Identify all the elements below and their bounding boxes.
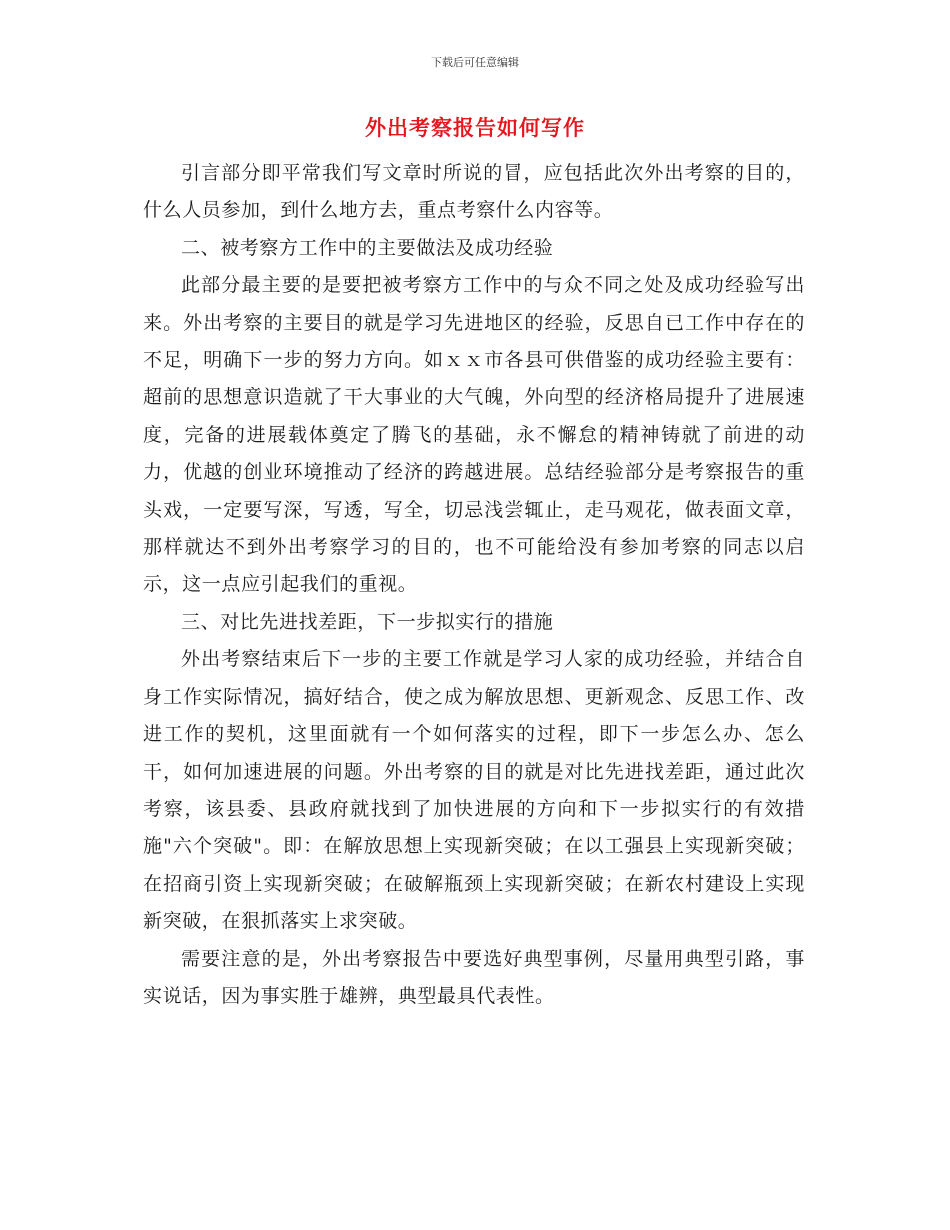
section-heading-2: 二、被考察方工作中的主要做法及成功经验 — [181, 236, 554, 259]
paragraph-measures: 外出考察结束后下一步的主要工作就是学习人家的成功经验，并结合自身工作实际情况，搞好结合，使之成为解放思想、更新观念、反思工作、改进工作的契机，这里面就有一个如何落实的过程，即下一步怎么办、怎么干，如何加速进展的问题。外出考察的目的就是对比先进找差距，通过此次考察，该县委、县政府就找到了加快进展的方向和下一步拟实行的有效措施"六个突破"。即：在解放思想上实现新突破；在以工强县上实现新突破；在招商引资上实现新突破；在破解瓶颈上实现新突破；在新农村建设上实现新突破，在狠抓落实上求突破。 — [143, 648, 805, 933]
section-heading-3: 三、对比先进找差距，下一步拟实行的措施 — [181, 610, 554, 633]
document-body — [143, 155, 805, 1015]
page-header-note: 下载后可任意编辑 — [431, 56, 519, 69]
paragraph-experience: 此部分最主要的是要把被考察方工作中的与众不同之处及成功经验写出来。外出考察的主要目的就是学习先进地区的经验，反思自已工作中存在的不足，明确下一步的努力方向。如ｘｘ市各县可供借鉴的成功经验主要有：超前的思想意识造就了干大事业的大气魄，外向型的经济格局提升了进展速度，完备的进展载体奠定了腾飞的基础，永不懈怠的精神铸就了前进的动力，优越的创业环境推动了经济的跨越进展。总结经验部分是考察报告的重头戏，一定要写深，写透，写全，切忌浅尝辄止，走马观花，做表面文章，那样就达不到外出考察学习的目的，也不可能给没有参加考察的同志以启示，这一点应引起我们的重视。 — [143, 274, 805, 596]
document-title: 外出考察报告如何写作 — [365, 116, 585, 140]
paragraph-intro: 引言部分即平常我们写文章时所说的冒，应包括此次外出考察的目的，什么人员参加，到什么地方去，重点考察什么内容等。 — [143, 162, 805, 222]
paragraph-notes: 需要注意的是，外出考察报告中要选好典型事例，尽量用典型引路，事实说话，因为事实胜于雄辨，典型最具代表性。 — [143, 947, 805, 1007]
